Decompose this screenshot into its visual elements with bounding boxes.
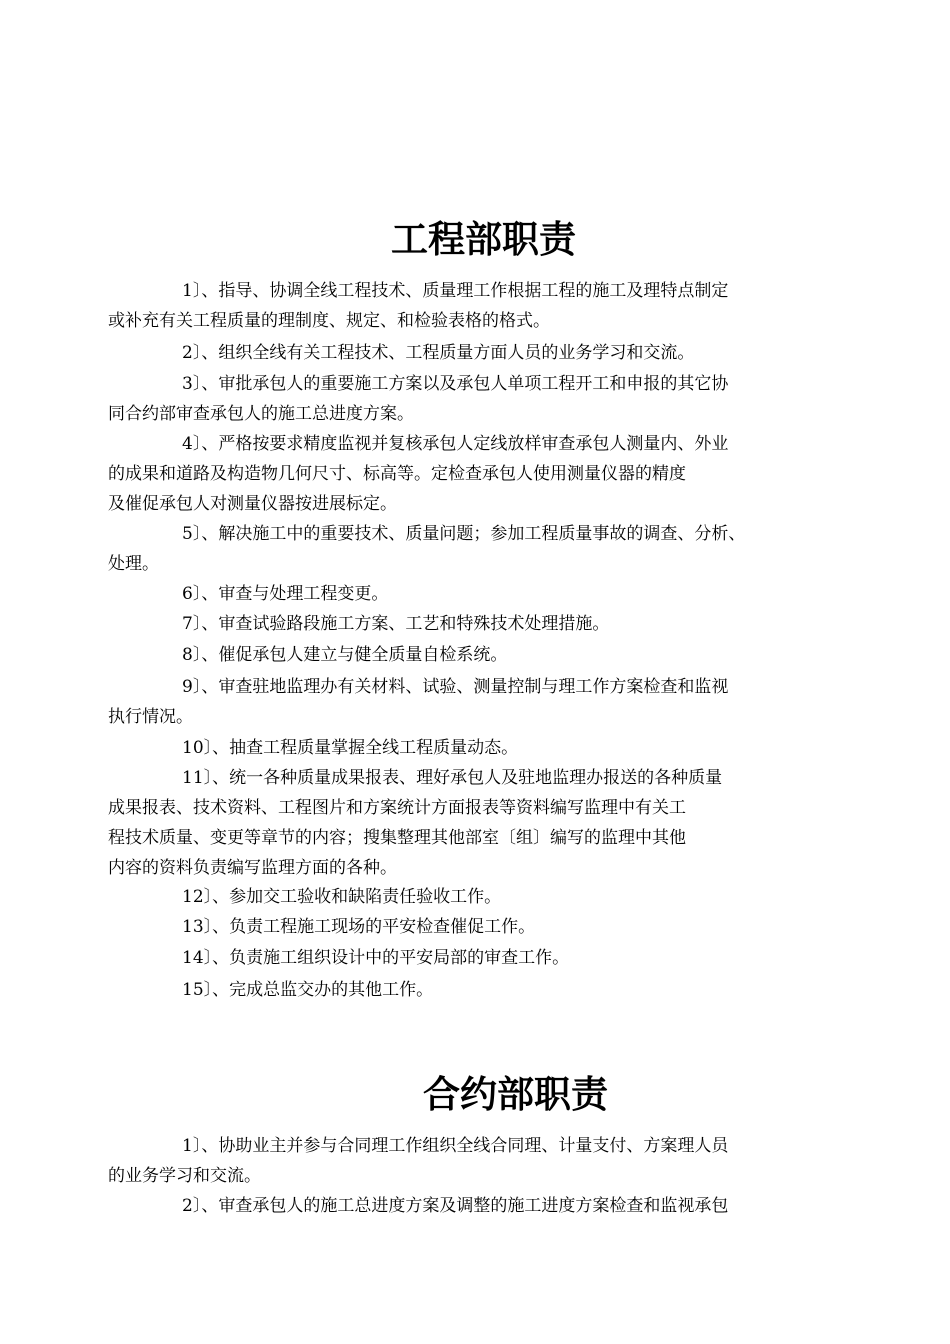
section-title-contract: 合约部职责 xyxy=(423,1072,608,1116)
duty-item-line: 2〕、组织全线有关工程技术、工程质量方面人员的业务学习和交流。 xyxy=(182,343,695,363)
duty-item xyxy=(108,276,809,336)
duty-item-line: 10〕、抽查工程质量掌握全线工程质量动态。 xyxy=(182,738,519,758)
duty-item xyxy=(145,338,809,368)
duty-item xyxy=(145,943,809,973)
duty-item-line: 1〕、协助业主并参与合同理工作组织全线合同理、计量支付、方案理人员 xyxy=(182,1136,729,1156)
duty-item xyxy=(108,763,809,883)
duty-item-line: 15〕、完成总监交办的其他工作。 xyxy=(182,980,434,1000)
duty-item-line: 14〕、负责施工组织设计中的平安局部的审查工作。 xyxy=(182,948,570,968)
duty-item xyxy=(145,1191,809,1221)
duty-item-line: 7〕、审查试验路段施工方案、工艺和特殊技术处理措施。 xyxy=(182,614,610,634)
duty-item-line: 成果报表、技术资料、工程图片和方案统计方面报表等资料编写监理中有关工 xyxy=(108,798,686,818)
duty-item xyxy=(108,1131,809,1191)
duty-item-line: 程技术质量、变更等章节的内容；搜集整理其他部室〔组〕编写的监理中其他 xyxy=(108,828,686,848)
duty-item-line: 1〕、指导、协调全线工程技术、质量理工作根据工程的施工及理特点制定 xyxy=(182,281,729,301)
duty-item xyxy=(145,912,809,942)
duty-item xyxy=(145,975,809,1005)
duty-item xyxy=(145,579,809,609)
duty-item-line: 执行情况。 xyxy=(108,707,193,727)
duty-item-line: 处理。 xyxy=(108,554,159,574)
duty-item xyxy=(108,369,809,429)
duty-item-line: 9〕、审查驻地监理办有关材料、试验、测量控制与理工作方案检查和监视 xyxy=(182,677,729,697)
duty-item xyxy=(145,609,809,639)
duty-item-line: 13〕、负责工程施工现场的平安检查催促工作。 xyxy=(182,917,536,937)
duty-item xyxy=(145,640,809,670)
duty-item-line: 或补充有关工程质量的理制度、规定、和检验表格的格式。 xyxy=(108,311,550,331)
duty-item-line: 的业务学习和交流。 xyxy=(108,1166,261,1186)
duty-item xyxy=(108,519,809,579)
duty-item xyxy=(145,733,809,763)
duty-item-line: 12〕、参加交工验收和缺陷责任验收工作。 xyxy=(182,887,502,907)
duty-item-line: 11〕、统一各种质量成果报表、理好承包人及驻地监理办报送的各种质量 xyxy=(182,768,723,788)
duty-item-line: 3〕、审批承包人的重要施工方案以及承包人单项工程开工和申报的其它协 xyxy=(182,374,729,394)
duty-item-line: 及催促承包人对测量仪器按进展标定。 xyxy=(108,494,397,514)
duty-item-line: 6〕、审查与处理工程变更。 xyxy=(182,584,389,604)
duty-item xyxy=(145,882,809,912)
duty-item-line: 内容的资料负责编写监理方面的各种。 xyxy=(108,858,397,878)
section-title-engineering: 工程部职责 xyxy=(391,217,576,261)
duty-item-line: 5〕、解决施工中的重要技术、质量问题；参加工程质量事故的调查、分析、 xyxy=(182,524,746,544)
duty-item-line: 的成果和道路及构造物几何尺寸、标高等。定检查承包人使用测量仪器的精度 xyxy=(108,464,686,484)
duty-item-line: 8〕、催促承包人建立与健全质量自检系统。 xyxy=(182,645,508,665)
duty-item-line: 同合约部审查承包人的施工总进度方案。 xyxy=(108,404,414,424)
duty-item-line: 2〕、审查承包人的施工总进度方案及调整的施工进度方案检查和监视承包 xyxy=(182,1196,729,1216)
duty-item xyxy=(108,672,809,732)
duty-item xyxy=(108,429,809,519)
duty-item-line: 4〕、严格按要求精度监视并复核承包人定线放样审查承包人测量内、外业 xyxy=(182,434,729,454)
